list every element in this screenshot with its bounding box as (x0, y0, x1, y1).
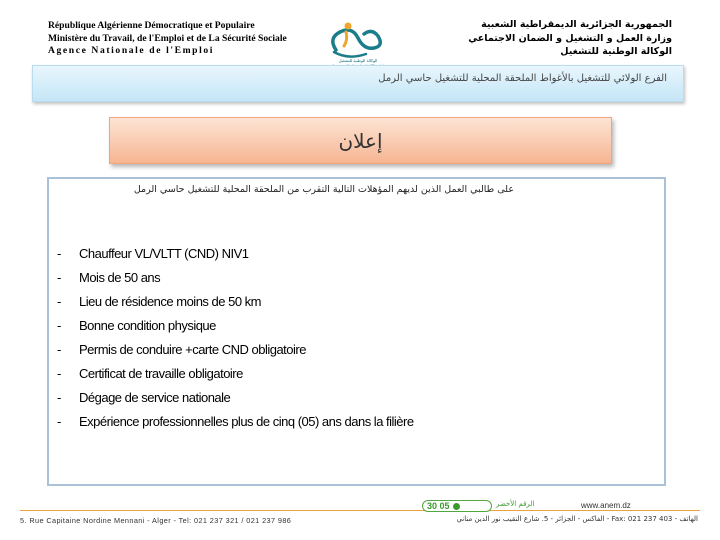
announcement-title: إعلان (338, 128, 383, 153)
requirement-text: Permis de conduire +carte CND obligatoire (79, 342, 306, 357)
header-left-block (48, 20, 308, 58)
green-number-label: الرقم الأخضر (496, 500, 535, 508)
bullet-dash-icon: - (57, 390, 62, 405)
bullet-dash-icon: - (57, 366, 62, 381)
bullet-dash-icon: - (57, 414, 62, 429)
requirement-text: Dégage de service nationale (79, 390, 231, 405)
ministry-name-fr: Ministère du Travail, de l'Emploi et de La Sécurité Sociale (48, 32, 287, 44)
requirement-text: Mois de 50 ans (79, 270, 161, 285)
ministry-name-ar: وزارة العمل و التشغيل و الضمان الاجتماعي (468, 32, 672, 44)
list-item (49, 243, 664, 267)
address-ar: الهاتف - Fax: 021 237 403 - الفاكس - الجزائر - 5. شارع النقيب نور الدين مناني (456, 515, 698, 523)
republic-name-ar: الجمهورية الجزائرية الديمقراطية الشعبية (481, 19, 672, 30)
announcement-title-box (109, 117, 612, 164)
requirements-box (47, 177, 666, 486)
bullet-dash-icon: - (57, 294, 62, 309)
requirement-text: Lieu de résidence moins de 50 km (79, 294, 262, 309)
list-item (49, 291, 664, 315)
website-link[interactable]: www.anem.dz (581, 501, 631, 510)
requirement-text: Certificat de travaille obligatoire (79, 366, 243, 381)
logo-caption-ar: الوكالة الوطنية للتشغيل (338, 58, 378, 63)
list-item (49, 339, 664, 363)
address-fr: 5. Rue Capitaine Nordine Mennani - Alger - Tel: 021 237 321 / 021 237 986 (20, 516, 292, 525)
footer-divider (20, 510, 700, 511)
list-item (49, 411, 664, 435)
bullet-dash-icon: - (57, 246, 62, 261)
requirements-list (49, 243, 664, 435)
list-item (49, 363, 664, 387)
list-item (49, 315, 664, 339)
agency-name-ar: الوكالة الوطنية للتشغيل (560, 46, 672, 57)
requirement-text: Expérience professionnelles plus de cinq (05) ans dans la filière (79, 414, 414, 429)
header-right-block (412, 18, 672, 59)
bullet-dash-icon: - (57, 318, 62, 333)
green-number: 30 05 (427, 501, 450, 511)
phone-icon (453, 503, 460, 510)
branch-text: الفرع الولائي للتشغيل بالأغواط الملحقة المحلية للتشغيل حاسي الرمل (378, 73, 667, 84)
requirement-text: Chauffeur VL/VLTT (CND) NIV1 (79, 246, 249, 261)
list-item (49, 387, 664, 411)
agency-name-fr: Agence Nationale de l'Emploi (48, 45, 215, 56)
bullet-dash-icon: - (57, 342, 62, 357)
republic-name-fr: République Algérienne Démocratique et Populaire (48, 20, 255, 31)
list-item (49, 267, 664, 291)
branch-banner (32, 65, 684, 102)
bullet-dash-icon: - (57, 270, 62, 285)
requirement-text: Bonne condition physique (79, 318, 216, 333)
intro-text: على طالبي العمل الذين لديهم المؤهلات التالية التقرب من الملحقة المحلية للتشغيل حاسي الرمل (133, 184, 514, 195)
green-number-badge (422, 500, 492, 512)
